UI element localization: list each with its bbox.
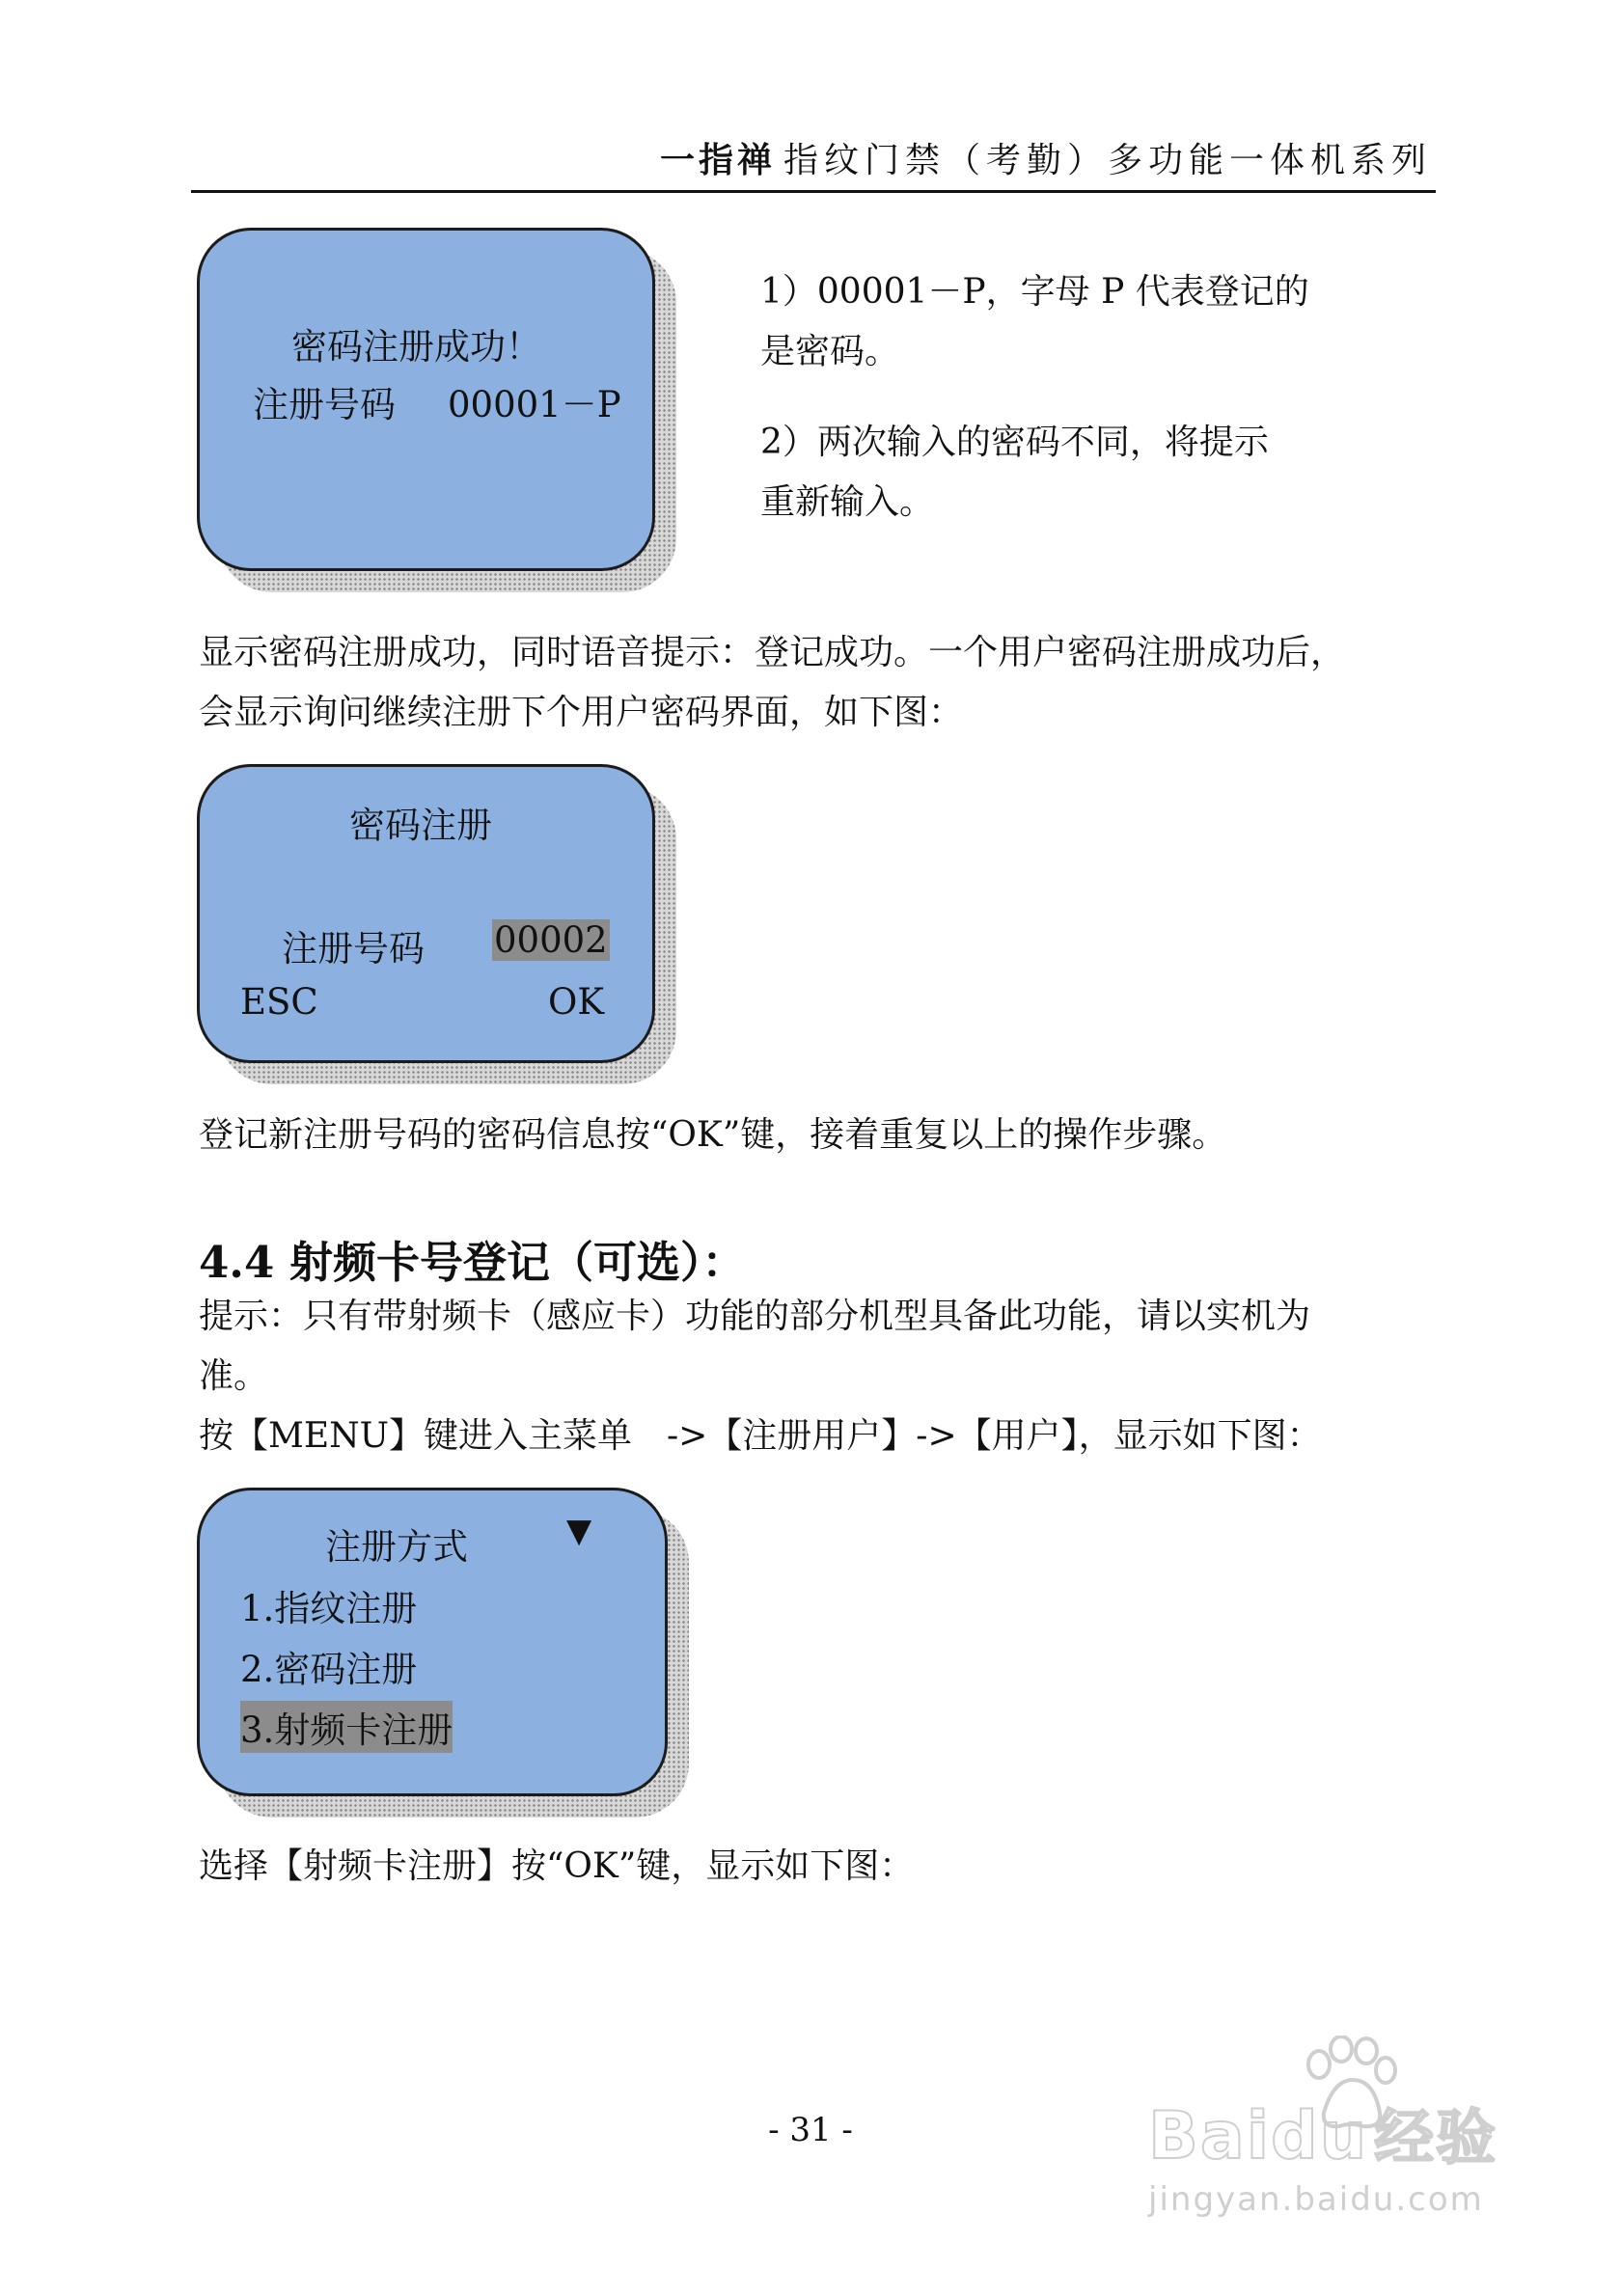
watermark-logo — [1148, 2090, 1497, 2175]
scroll-down-arrow-icon: ▼ — [566, 1512, 592, 1550]
lcd-register-number-value: 00002 — [494, 919, 608, 961]
lcd-panel — [197, 228, 655, 571]
lcd-screen-register-method — [197, 1488, 668, 1796]
watermark-url: jingyan.baidu.com — [1148, 2180, 1484, 2219]
tip-line-2: 准。 — [199, 1356, 269, 1396]
header-brand: 一指禅 — [659, 141, 776, 180]
lcd-title: 密码注册 — [349, 805, 492, 846]
lcd-panel — [197, 764, 655, 1063]
section-title: 4.4 射频卡号登记（可选）： — [199, 1237, 746, 1288]
menu-item: 1.指纹注册 — [240, 1588, 418, 1629]
lcd-esc-label: ESC — [240, 981, 318, 1023]
lcd-screen-password-register — [197, 764, 655, 1063]
note-1-line-2: 是密码。 — [760, 332, 900, 371]
paragraph-3: 选择【射频卡注册】按“OK”键，显示如下图： — [199, 1846, 915, 1886]
paragraph-1-line-2: 会显示询问继续注册下个用户密码界面，如下图： — [199, 693, 964, 732]
lcd-panel — [197, 1488, 668, 1796]
paragraph-1-line-1: 显示密码注册成功，同时语音提示：登记成功。一个用户密码注册成功后， — [199, 633, 1346, 672]
lcd-ok-label: OK — [548, 981, 604, 1023]
page-number: - 31 - — [768, 2111, 853, 2149]
baidu-jingyan-watermark — [1148, 2036, 1534, 2228]
lcd-register-number-label: 注册号码 — [282, 928, 425, 970]
watermark-logo-part1: Bai — [1148, 2098, 1272, 2174]
header-text — [660, 133, 1432, 182]
menu-item-selected: 3.射频卡注册 — [240, 1701, 453, 1753]
lcd-register-number-label: 注册号码 — [253, 384, 396, 425]
watermark-logo-part2: du — [1271, 2098, 1369, 2174]
nav-instruction: 按【MENU】键进入主菜单 ->【注册用户】->【用户】，显示如下图： — [199, 1416, 1322, 1456]
lcd-register-number-value: 00001－P — [448, 384, 621, 425]
watermark-logo-cn: 经验 — [1374, 2102, 1498, 2173]
header-title: 指纹门禁（考勤）多功能一体机系列 — [783, 141, 1432, 180]
header-rule — [191, 190, 1436, 193]
tip-line-1: 提示：只有带射频卡（感应卡）功能的部分机型具备此功能，请以实机为 — [199, 1297, 1311, 1336]
lcd-screen-password-success — [197, 228, 655, 571]
note-1-line-1: 1）00001－P，字母 P 代表登记的 — [760, 272, 1309, 312]
lcd-message: 密码注册成功！ — [291, 326, 541, 368]
paragraph-2: 登记新注册号码的密码信息按“OK”键，接着重复以上的操作步骤。 — [199, 1115, 1227, 1155]
note-2-line-2: 重新输入。 — [760, 482, 935, 522]
note-2-line-1: 2）两次输入的密码不同，将提示 — [760, 423, 1269, 462]
lcd-title: 注册方式 — [325, 1526, 468, 1568]
page-header — [191, 133, 1436, 193]
menu-item: 2.密码注册 — [240, 1649, 418, 1690]
